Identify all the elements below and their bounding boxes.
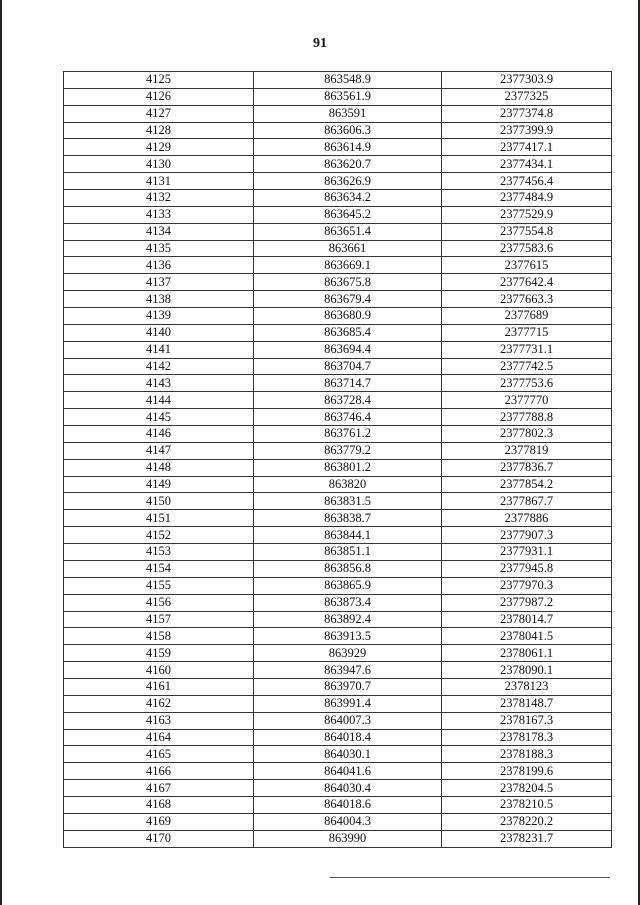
- point-number-cell: 4150: [64, 493, 254, 510]
- x-coordinate-cell: 863831.5: [254, 493, 442, 510]
- point-number-cell: 4141: [64, 341, 254, 358]
- coordinates-table: [63, 71, 612, 848]
- y-coordinate-cell: 2378041.5: [442, 628, 612, 645]
- y-coordinate-cell: 2378231.7: [442, 830, 612, 847]
- x-coordinate-cell: 863844.1: [254, 527, 442, 544]
- x-coordinate-cell: 864007.3: [254, 712, 442, 729]
- table-row: [64, 341, 612, 358]
- point-number-cell: 4162: [64, 695, 254, 712]
- y-coordinate-cell: 2377374.8: [442, 105, 612, 122]
- x-coordinate-cell: 863614.9: [254, 139, 442, 156]
- table-row: [64, 510, 612, 527]
- table-row: [64, 426, 612, 443]
- point-number-cell: 4134: [64, 223, 254, 240]
- y-coordinate-cell: 2377399.9: [442, 122, 612, 139]
- table-row: [64, 746, 612, 763]
- x-coordinate-cell: 863620.7: [254, 156, 442, 173]
- table-row: [64, 392, 612, 409]
- table-row: [64, 442, 612, 459]
- table-row: [64, 88, 612, 105]
- point-number-cell: 4149: [64, 476, 254, 493]
- table-row: [64, 206, 612, 223]
- x-coordinate-cell: 864018.6: [254, 796, 442, 813]
- table-row: [64, 459, 612, 476]
- table-row: [64, 796, 612, 813]
- point-number-cell: 4154: [64, 560, 254, 577]
- y-coordinate-cell: 2377788.8: [442, 409, 612, 426]
- y-coordinate-cell: 2377867.7: [442, 493, 612, 510]
- table-row: [64, 105, 612, 122]
- table-row: [64, 409, 612, 426]
- point-number-cell: 4169: [64, 813, 254, 830]
- table-row: [64, 527, 612, 544]
- table-row: [64, 830, 612, 847]
- y-coordinate-cell: 2378204.5: [442, 780, 612, 797]
- y-coordinate-cell: 2377434.1: [442, 156, 612, 173]
- point-number-cell: 4132: [64, 190, 254, 207]
- x-coordinate-cell: 864018.4: [254, 729, 442, 746]
- table-row: [64, 678, 612, 695]
- x-coordinate-cell: 863694.4: [254, 341, 442, 358]
- y-coordinate-cell: 2377417.1: [442, 139, 612, 156]
- y-coordinate-cell: 2378210.5: [442, 796, 612, 813]
- y-coordinate-cell: 2377854.2: [442, 476, 612, 493]
- point-number-cell: 4145: [64, 409, 254, 426]
- x-coordinate-cell: 863838.7: [254, 510, 442, 527]
- y-coordinate-cell: 2377987.2: [442, 594, 612, 611]
- y-coordinate-cell: 2377484.9: [442, 190, 612, 207]
- x-coordinate-cell: 863669.1: [254, 257, 442, 274]
- y-coordinate-cell: 2377715: [442, 324, 612, 341]
- x-coordinate-cell: 863675.8: [254, 274, 442, 291]
- point-number-cell: 4167: [64, 780, 254, 797]
- table-row: [64, 476, 612, 493]
- x-coordinate-cell: 863626.9: [254, 173, 442, 190]
- point-number-cell: 4153: [64, 544, 254, 561]
- table-row: [64, 156, 612, 173]
- x-coordinate-cell: 863991.4: [254, 695, 442, 712]
- point-number-cell: 4161: [64, 678, 254, 695]
- point-number-cell: 4140: [64, 324, 254, 341]
- x-coordinate-cell: 863801.2: [254, 459, 442, 476]
- point-number-cell: 4128: [64, 122, 254, 139]
- x-coordinate-cell: 863913.5: [254, 628, 442, 645]
- y-coordinate-cell: 2377836.7: [442, 459, 612, 476]
- point-number-cell: 4130: [64, 156, 254, 173]
- point-number-cell: 4157: [64, 611, 254, 628]
- point-number-cell: 4139: [64, 308, 254, 325]
- x-coordinate-cell: 863606.3: [254, 122, 442, 139]
- point-number-cell: 4144: [64, 392, 254, 409]
- point-number-cell: 4164: [64, 729, 254, 746]
- x-coordinate-cell: 864030.1: [254, 746, 442, 763]
- table-row: [64, 324, 612, 341]
- point-number-cell: 4148: [64, 459, 254, 476]
- x-coordinate-cell: 863561.9: [254, 88, 442, 105]
- x-coordinate-cell: 863651.4: [254, 223, 442, 240]
- x-coordinate-cell: 863714.7: [254, 375, 442, 392]
- bottom-rule: [330, 877, 610, 878]
- page-number: 91: [313, 36, 327, 51]
- x-coordinate-cell: 863929: [254, 645, 442, 662]
- table-row: [64, 662, 612, 679]
- point-number-cell: 4127: [64, 105, 254, 122]
- x-coordinate-cell: 863873.4: [254, 594, 442, 611]
- table-row: [64, 780, 612, 797]
- point-number-cell: 4137: [64, 274, 254, 291]
- y-coordinate-cell: 2378061.1: [442, 645, 612, 662]
- table-row: [64, 544, 612, 561]
- y-coordinate-cell: 2378167.3: [442, 712, 612, 729]
- x-coordinate-cell: 863892.4: [254, 611, 442, 628]
- x-coordinate-cell: 863856.8: [254, 560, 442, 577]
- y-coordinate-cell: 2378188.3: [442, 746, 612, 763]
- x-coordinate-cell: 863704.7: [254, 358, 442, 375]
- table-row: [64, 375, 612, 392]
- table-row: [64, 729, 612, 746]
- x-coordinate-cell: 864041.6: [254, 763, 442, 780]
- point-number-cell: 4168: [64, 796, 254, 813]
- x-coordinate-cell: 863970.7: [254, 678, 442, 695]
- x-coordinate-cell: 863591: [254, 105, 442, 122]
- y-coordinate-cell: 2377945.8: [442, 560, 612, 577]
- x-coordinate-cell: 864030.4: [254, 780, 442, 797]
- y-coordinate-cell: 2377931.1: [442, 544, 612, 561]
- y-coordinate-cell: 2378014.7: [442, 611, 612, 628]
- x-coordinate-cell: 863947.6: [254, 662, 442, 679]
- table-row: [64, 240, 612, 257]
- point-number-cell: 4151: [64, 510, 254, 527]
- table-row: [64, 763, 612, 780]
- y-coordinate-cell: 2377886: [442, 510, 612, 527]
- table-row: [64, 139, 612, 156]
- point-number-cell: 4160: [64, 662, 254, 679]
- y-coordinate-cell: 2378123: [442, 678, 612, 695]
- table-row: [64, 291, 612, 308]
- point-number-cell: 4131: [64, 173, 254, 190]
- coordinates-table-body: [64, 72, 612, 848]
- point-number-cell: 4143: [64, 375, 254, 392]
- table-row: [64, 695, 612, 712]
- table-row: [64, 274, 612, 291]
- table-row: [64, 358, 612, 375]
- page-edge-left: [0, 0, 2, 905]
- x-coordinate-cell: 863679.4: [254, 291, 442, 308]
- point-number-cell: 4152: [64, 527, 254, 544]
- x-coordinate-cell: 863761.2: [254, 426, 442, 443]
- table-row: [64, 190, 612, 207]
- y-coordinate-cell: 2377689: [442, 308, 612, 325]
- x-coordinate-cell: 863680.9: [254, 308, 442, 325]
- point-number-cell: 4155: [64, 577, 254, 594]
- x-coordinate-cell: 863990: [254, 830, 442, 847]
- table-row: [64, 577, 612, 594]
- y-coordinate-cell: 2377753.6: [442, 375, 612, 392]
- table-row: [64, 594, 612, 611]
- table-row: [64, 493, 612, 510]
- point-number-cell: 4158: [64, 628, 254, 645]
- point-number-cell: 4165: [64, 746, 254, 763]
- table-row: [64, 72, 612, 89]
- table-row: [64, 223, 612, 240]
- point-number-cell: 4138: [64, 291, 254, 308]
- x-coordinate-cell: 863779.2: [254, 442, 442, 459]
- y-coordinate-cell: 2378148.7: [442, 695, 612, 712]
- y-coordinate-cell: 2377554.8: [442, 223, 612, 240]
- y-coordinate-cell: 2377529.9: [442, 206, 612, 223]
- point-number-cell: 4166: [64, 763, 254, 780]
- x-coordinate-cell: 863746.4: [254, 409, 442, 426]
- y-coordinate-cell: 2377907.3: [442, 527, 612, 544]
- y-coordinate-cell: 2378220.2: [442, 813, 612, 830]
- table-row: [64, 560, 612, 577]
- y-coordinate-cell: 2377742.5: [442, 358, 612, 375]
- y-coordinate-cell: 2377770: [442, 392, 612, 409]
- table-row: [64, 813, 612, 830]
- table-row: [64, 122, 612, 139]
- x-coordinate-cell: 863685.4: [254, 324, 442, 341]
- y-coordinate-cell: 2377663.3: [442, 291, 612, 308]
- point-number-cell: 4135: [64, 240, 254, 257]
- y-coordinate-cell: 2377325: [442, 88, 612, 105]
- point-number-cell: 4170: [64, 830, 254, 847]
- y-coordinate-cell: 2378178.3: [442, 729, 612, 746]
- x-coordinate-cell: 863548.9: [254, 72, 442, 89]
- point-number-cell: 4159: [64, 645, 254, 662]
- point-number-cell: 4163: [64, 712, 254, 729]
- point-number-cell: 4146: [64, 426, 254, 443]
- x-coordinate-cell: 863661: [254, 240, 442, 257]
- y-coordinate-cell: 2377642.4: [442, 274, 612, 291]
- y-coordinate-cell: 2377303.9: [442, 72, 612, 89]
- table-row: [64, 712, 612, 729]
- y-coordinate-cell: 2377456.4: [442, 173, 612, 190]
- table-row: [64, 257, 612, 274]
- y-coordinate-cell: 2378090.1: [442, 662, 612, 679]
- table-row: [64, 645, 612, 662]
- y-coordinate-cell: 2377802.3: [442, 426, 612, 443]
- point-number-cell: 4126: [64, 88, 254, 105]
- x-coordinate-cell: 863645.2: [254, 206, 442, 223]
- y-coordinate-cell: 2377731.1: [442, 341, 612, 358]
- x-coordinate-cell: 863865.9: [254, 577, 442, 594]
- y-coordinate-cell: 2377819: [442, 442, 612, 459]
- point-number-cell: 4129: [64, 139, 254, 156]
- x-coordinate-cell: 863820: [254, 476, 442, 493]
- x-coordinate-cell: 864004.3: [254, 813, 442, 830]
- table-row: [64, 308, 612, 325]
- point-number-cell: 4147: [64, 442, 254, 459]
- table-row: [64, 611, 612, 628]
- point-number-cell: 4136: [64, 257, 254, 274]
- y-coordinate-cell: 2377970.3: [442, 577, 612, 594]
- y-coordinate-cell: 2377583.6: [442, 240, 612, 257]
- point-number-cell: 4156: [64, 594, 254, 611]
- y-coordinate-cell: 2377615: [442, 257, 612, 274]
- x-coordinate-cell: 863728.4: [254, 392, 442, 409]
- point-number-cell: 4142: [64, 358, 254, 375]
- x-coordinate-cell: 863851.1: [254, 544, 442, 561]
- x-coordinate-cell: 863634.2: [254, 190, 442, 207]
- table-row: [64, 628, 612, 645]
- point-number-cell: 4133: [64, 206, 254, 223]
- point-number-cell: 4125: [64, 72, 254, 89]
- table-row: [64, 173, 612, 190]
- y-coordinate-cell: 2378199.6: [442, 763, 612, 780]
